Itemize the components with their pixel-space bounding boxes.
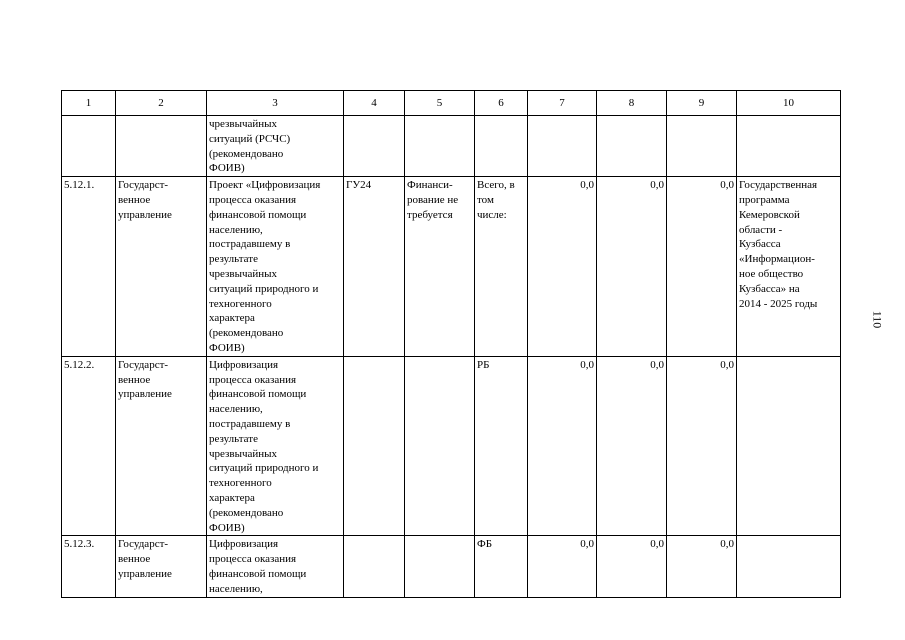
item-number: 5.12.3.: [62, 536, 116, 597]
program-cell: Государственная программа Кемеровской области - Кузбасса «Информацион- ное общество Кузбасса» на 2014 - 2025 годы: [737, 177, 841, 357]
value-cell: [667, 116, 737, 177]
executor-cell: [344, 356, 405, 536]
executor-cell: ГУ24: [344, 177, 405, 357]
value-cell: 0,0: [667, 536, 737, 597]
financing-cell: [405, 356, 475, 536]
sector-cell: Государст- венное управление: [116, 536, 207, 597]
sector-cell: Государст- венное управление: [116, 177, 207, 357]
header-cell: 6: [475, 91, 528, 116]
activity-cell: Цифровизация процесса оказания финансовой помощи населению, пострадавшему в результате чрезвычайных ситуаций природного и техногенного характера (рекомендовано ФОИВ): [207, 356, 344, 536]
financing-cell: Финанси- рование не требуется: [405, 177, 475, 357]
header-cell: 9: [667, 91, 737, 116]
value-cell: 0,0: [528, 536, 597, 597]
value-cell: 0,0: [597, 177, 667, 357]
source-cell: Всего, в том числе:: [475, 177, 528, 357]
source-cell: РБ: [475, 356, 528, 536]
activity-cell: Проект «Цифровизация процесса оказания финансовой помощи населению, пострадавшему в результате чрезвычайных ситуаций природного и техногенного характера (рекомендовано ФОИВ): [207, 177, 344, 357]
value-cell: [597, 116, 667, 177]
sector-cell: [116, 116, 207, 177]
header-cell: 2: [116, 91, 207, 116]
sector-cell: Государст- венное управление: [116, 356, 207, 536]
table-row: [62, 536, 841, 597]
value-cell: [528, 116, 597, 177]
value-cell: 0,0: [528, 177, 597, 357]
financing-cell: [405, 536, 475, 597]
program-cell: [737, 536, 841, 597]
header-cell: 8: [597, 91, 667, 116]
program-table: [61, 90, 841, 598]
program-cell: [737, 356, 841, 536]
activity-cell: чрезвычайных ситуаций (РСЧС) (рекомендовано ФОИВ): [207, 116, 344, 177]
page-number: 110: [870, 310, 885, 329]
header-cell: 1: [62, 91, 116, 116]
item-number: 5.12.1.: [62, 177, 116, 357]
executor-cell: [344, 536, 405, 597]
value-cell: 0,0: [667, 177, 737, 357]
item-number: [62, 116, 116, 177]
item-number: 5.12.2.: [62, 356, 116, 536]
value-cell: 0,0: [597, 356, 667, 536]
header-cell: 10: [737, 91, 841, 116]
executor-cell: [344, 116, 405, 177]
header-cell: 5: [405, 91, 475, 116]
header-cell: 7: [528, 91, 597, 116]
value-cell: 0,0: [667, 356, 737, 536]
source-cell: ФБ: [475, 536, 528, 597]
header-cell: 4: [344, 91, 405, 116]
value-cell: 0,0: [597, 536, 667, 597]
activity-cell: Цифровизация процесса оказания финансовой помощи населению,: [207, 536, 344, 597]
table-row: [62, 116, 841, 177]
table-row: [62, 177, 841, 357]
financing-cell: [405, 116, 475, 177]
header-cell: 3: [207, 91, 344, 116]
program-cell: [737, 116, 841, 177]
value-cell: 0,0: [528, 356, 597, 536]
header-row: [62, 91, 841, 116]
table-row: [62, 356, 841, 536]
source-cell: [475, 116, 528, 177]
